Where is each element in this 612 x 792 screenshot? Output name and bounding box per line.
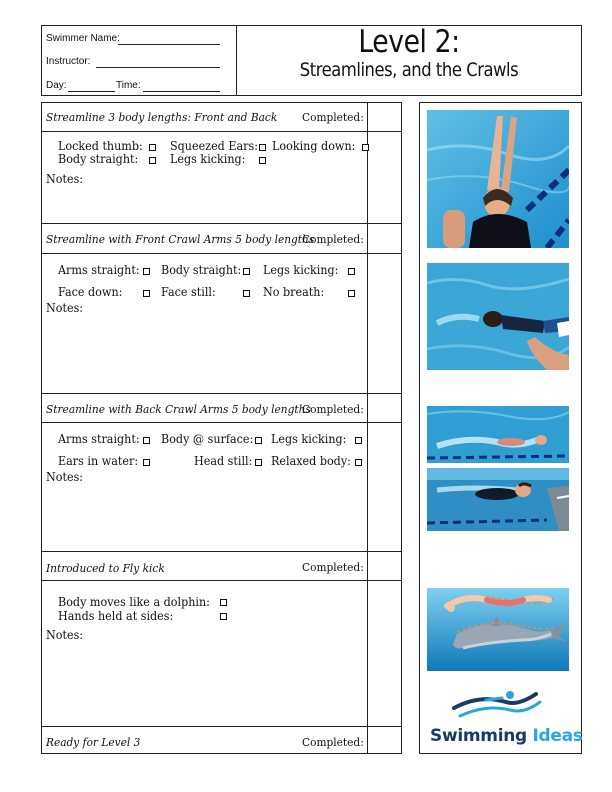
swimmer-photo: [427, 468, 569, 531]
dolphin-illustration: [427, 588, 569, 671]
section-2-item-6: No breath:: [263, 285, 325, 299]
section-divider: [41, 580, 402, 581]
section-3-item-5: Head still:: [194, 454, 253, 468]
section-1-item-3: Looking down:: [272, 139, 356, 153]
section-1-item-2: Squeezed Ears:: [170, 139, 258, 153]
page-subtitle: Streamlines, and the Crawls: [299, 59, 519, 81]
section-2-completed-label: Completed:: [302, 232, 364, 246]
page-title: Level 2:: [358, 24, 460, 60]
section-1-item-5: Legs kicking:: [170, 152, 246, 166]
checkbox-icon[interactable]: [149, 144, 156, 151]
section-2-item-2: Body straight:: [161, 263, 242, 277]
section-3-item-6: Relaxed body:: [271, 454, 351, 468]
section-divider: [41, 131, 402, 132]
section-divider: [41, 223, 402, 224]
checkbox-icon[interactable]: [348, 268, 355, 275]
checkbox-icon[interactable]: [348, 290, 355, 297]
section-1-title: Streamline 3 body lengths: Front and Back: [46, 110, 278, 124]
section-5-completed-label: Completed:: [302, 735, 364, 749]
section-2-title: Streamline with Front Crawl Arms 5 body lengths: [46, 232, 315, 246]
time-field[interactable]: [143, 91, 220, 92]
section-3-item-1: Arms straight:: [58, 432, 140, 446]
section-2-notes-label: Notes:: [46, 301, 84, 315]
checkbox-icon[interactable]: [143, 290, 150, 297]
section-3-notes-label: Notes:: [46, 470, 84, 484]
checkbox-icon[interactable]: [362, 144, 369, 151]
section-3-item-4: Ears in water:: [58, 454, 139, 468]
day-label: Day:: [46, 80, 67, 91]
checkbox-icon[interactable]: [355, 437, 362, 444]
section-4-completed-label: Completed:: [302, 560, 364, 574]
section-divider: [41, 551, 402, 552]
section-divider: [41, 422, 402, 423]
section-divider: [41, 393, 402, 394]
section-divider: [41, 253, 402, 254]
swimmer-logo-icon: [452, 688, 542, 722]
checklist-box: [41, 102, 402, 754]
section-4-item-1: Body moves like a dolphin:: [58, 595, 210, 609]
checkbox-icon[interactable]: [220, 613, 227, 620]
section-3-title: Streamline with Back Crawl Arms 5 body lengths: [46, 402, 311, 416]
swimmer-photo: [427, 406, 569, 463]
section-4-item-2: Hands held at sides:: [58, 609, 174, 623]
checkbox-icon[interactable]: [255, 459, 262, 466]
checkbox-icon[interactable]: [355, 459, 362, 466]
swimmer-photo: [427, 110, 569, 248]
checkbox-icon[interactable]: [143, 459, 150, 466]
checkbox-icon[interactable]: [220, 599, 227, 606]
checkbox-icon[interactable]: [259, 144, 266, 151]
section-2-item-5: Face still:: [161, 285, 216, 299]
section-divider: [41, 726, 402, 727]
completed-column-divider: [367, 102, 368, 754]
section-1-item-4: Body straight:: [58, 152, 139, 166]
logo-word-2: Ideas: [532, 726, 583, 746]
section-3-item-2: Body @ surface:: [161, 432, 254, 446]
section-3-completed-label: Completed:: [302, 402, 364, 416]
logo-text: [430, 726, 583, 746]
checkbox-icon[interactable]: [243, 290, 250, 297]
swimmer-name-label: Swimmer Name:: [46, 33, 120, 44]
section-4-title: Introduced to Fly kick: [46, 561, 165, 575]
checkbox-icon[interactable]: [149, 157, 156, 164]
checkbox-icon[interactable]: [143, 268, 150, 275]
checkbox-icon[interactable]: [143, 437, 150, 444]
section-2-item-3: Legs kicking:: [263, 263, 339, 277]
swimmer-name-field[interactable]: [118, 44, 220, 45]
section-3-item-3: Legs kicking:: [271, 432, 347, 446]
instructor-field[interactable]: [96, 67, 220, 68]
checkbox-icon[interactable]: [259, 157, 266, 164]
instructor-label: Instructor:: [46, 56, 91, 67]
section-1-completed-label: Completed:: [302, 110, 364, 124]
section-4-notes-label: Notes:: [46, 628, 84, 642]
section-1-notes-label: Notes:: [46, 172, 84, 186]
section-2-item-1: Arms straight:: [58, 263, 140, 277]
header-divider: [236, 25, 237, 96]
time-label: Time:: [116, 80, 141, 91]
logo-word-1: Swimming: [430, 726, 527, 746]
section-5-title: Ready for Level 3: [46, 735, 141, 749]
section-2-item-4: Face down:: [58, 285, 123, 299]
swimmer-photo: [427, 263, 569, 370]
day-field[interactable]: [68, 91, 115, 92]
checkbox-icon[interactable]: [255, 437, 262, 444]
section-1-item-1: Locked thumb:: [58, 139, 143, 153]
checkbox-icon[interactable]: [243, 268, 250, 275]
